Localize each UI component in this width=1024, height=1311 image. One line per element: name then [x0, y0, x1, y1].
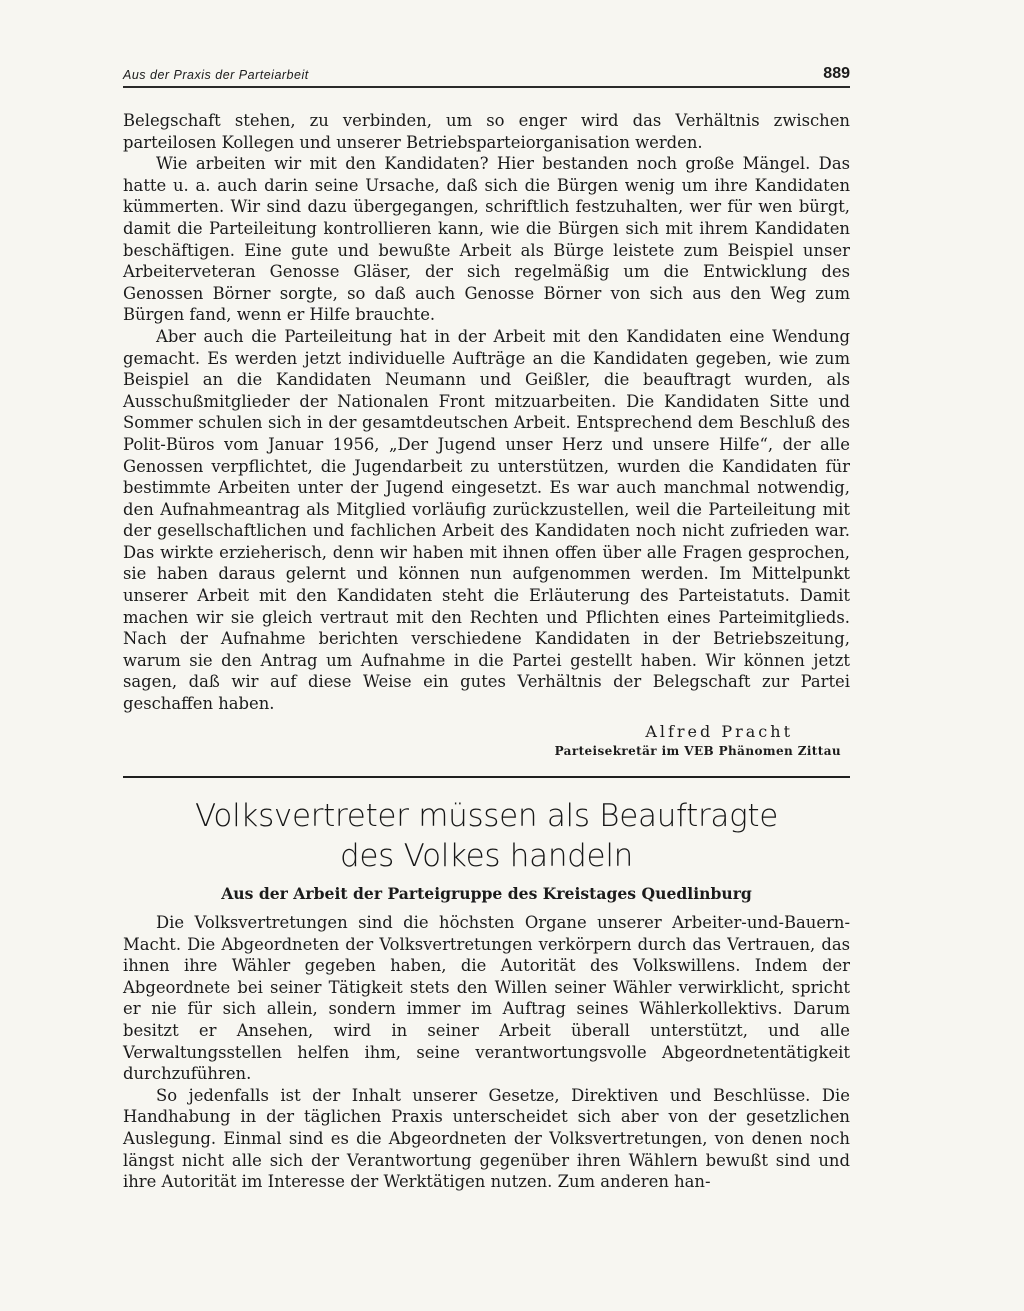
running-header — [123, 58, 850, 88]
author-role: Parteisekretär im VEB Phänomen Zittau — [554, 744, 841, 758]
article-title-line: des Volkes handeln — [340, 838, 633, 874]
paragraph: Belegschaft stehen, zu verbinden, um so enger wird das Verhältnis zwischen parteilosen Kollegen und unserer Betriebsparteiorganisation werden. — [123, 111, 850, 152]
paragraph: Die Volksvertretungen sind die höchsten Organe unserer Arbeiter-und-Bauern-Macht. Die Abgeordneten der Volksvertretungen verkörpern durch das Vertrauen, das ihnen ihre Wähler gegeben haben, die Autorität des Volkswillens. Indem der Abgeordnete bei seiner Tätigkeit stets den Willen seiner Wähler verwirklicht, spricht er nie für sich allein, sondern immer im Auftrag seines Wählerkollektivs. Darum besitzt er Ansehen, wird in seiner Arbeit überall unterstützt, und alle Verwaltungsstellen helfen ihm, seine verantwortungsvolle Abgeordnetentätigkeit durchzuführen. — [123, 913, 850, 1084]
article-subtitle: Aus der Arbeit der Parteigruppe des Kreistages Quedlinburg — [221, 884, 752, 903]
article-body — [123, 912, 850, 1193]
paragraph: Wie arbeiten wir mit den Kandidaten? Hier bestanden noch große Mängel. Das hatte u. a. auch darin seine Ursache, daß sich die Bürgen wenig um ihre Kandidaten kümmerten. Wir sind dazu übergegangen, schriftlich festzuhalten, wer für wen bürgt, damit die Parteileitung kontrollieren kann, wie die Bürgen sich mit ihrem Kandidaten beschäftigen. Eine gute und bewußte Arbeit als Bürge leistete zum Beispiel unser Arbeiterveteran Genosse Gläser, der sich regelmäßig um die Entwicklung des Genossen Börner sorgte, so daß auch Genosse Börner von sich aus den Weg zum Bürgen fand, wenn er Hilfe brauchte. — [123, 154, 850, 325]
page-number: 889 — [823, 65, 850, 82]
article-continuation — [123, 110, 850, 715]
running-title: Aus der Praxis der Parteiarbeit — [123, 68, 309, 82]
section-divider — [123, 776, 850, 778]
article-title — [123, 796, 850, 876]
author-name: Alfred Pracht — [645, 722, 793, 741]
article-title-line: Volksvertreter müssen als Beauftragte — [194, 798, 779, 834]
paragraph: Aber auch die Parteileitung hat in der Arbeit mit den Kandidaten eine Wendung gemacht. Es werden jetzt individuelle Aufträge an die Kandidaten gegeben, wie zum Beispiel an die Kandidaten Neumann und Geißler, die beauftragt wurden, als Ausschußmitglieder der Nationalen Front mitzuarbeiten. Die Kandidaten Sitte und Sommer schulen sich in der gesamtdeutschen Arbeit. Entsprechend dem Beschluß des Polit-Büros vom Januar 1956, „Der Jugend unser Herz und unsere Hilfe“, der alle Genossen verpflichtet, die Jugendarbeit zu unterstützen, wurden die Kandidaten für bestimmte Arbeiten unter der Jugend eingesetzt. Es war auch manchmal notwendig, den Aufnahmeantrag als Mitglied vorläufig zurückzustellen, weil die Parteileitung mit der gesellschaftlichen und fachlichen Arbeit des Kandidaten noch nicht zufrieden war. Das wirkte erzieherisch, denn wir haben mit ihnen offen über alle Fragen gesprochen, sie haben daraus gelernt und können nun aufgenommen werden. Im Mittelpunkt unserer Arbeit mit den Kandidaten steht die Erläuterung des Parteistatuts. Damit machen wir sie gleich vertraut mit den Rechten und Pflichten eines Parteimitglieds. Nach der Aufnahme berichten verschiedene Kandidaten in der Betriebszeitung, warum sie den Antrag um Aufnahme in die Partei gestellt haben. Wir können jetzt sagen, daß wir auf diese Weise ein gutes Verhältnis der Belegschaft zur Partei geschaffen haben. — [123, 326, 850, 714]
paragraph: So jedenfalls ist der Inhalt unserer Gesetze, Direktiven und Beschlüsse. Die Handhabung in der täglichen Praxis unterscheidet sich aber von der gesetzlichen Auslegung. Einmal sind es die Abgeordneten der Volksvertretungen, von denen noch längst nicht alle sich der Verantwortung gegenüber ihren Wählern bewußt sind und ihre Autorität im Interesse der Werktätigen nutzen. Zum anderen han- — [123, 1085, 850, 1192]
